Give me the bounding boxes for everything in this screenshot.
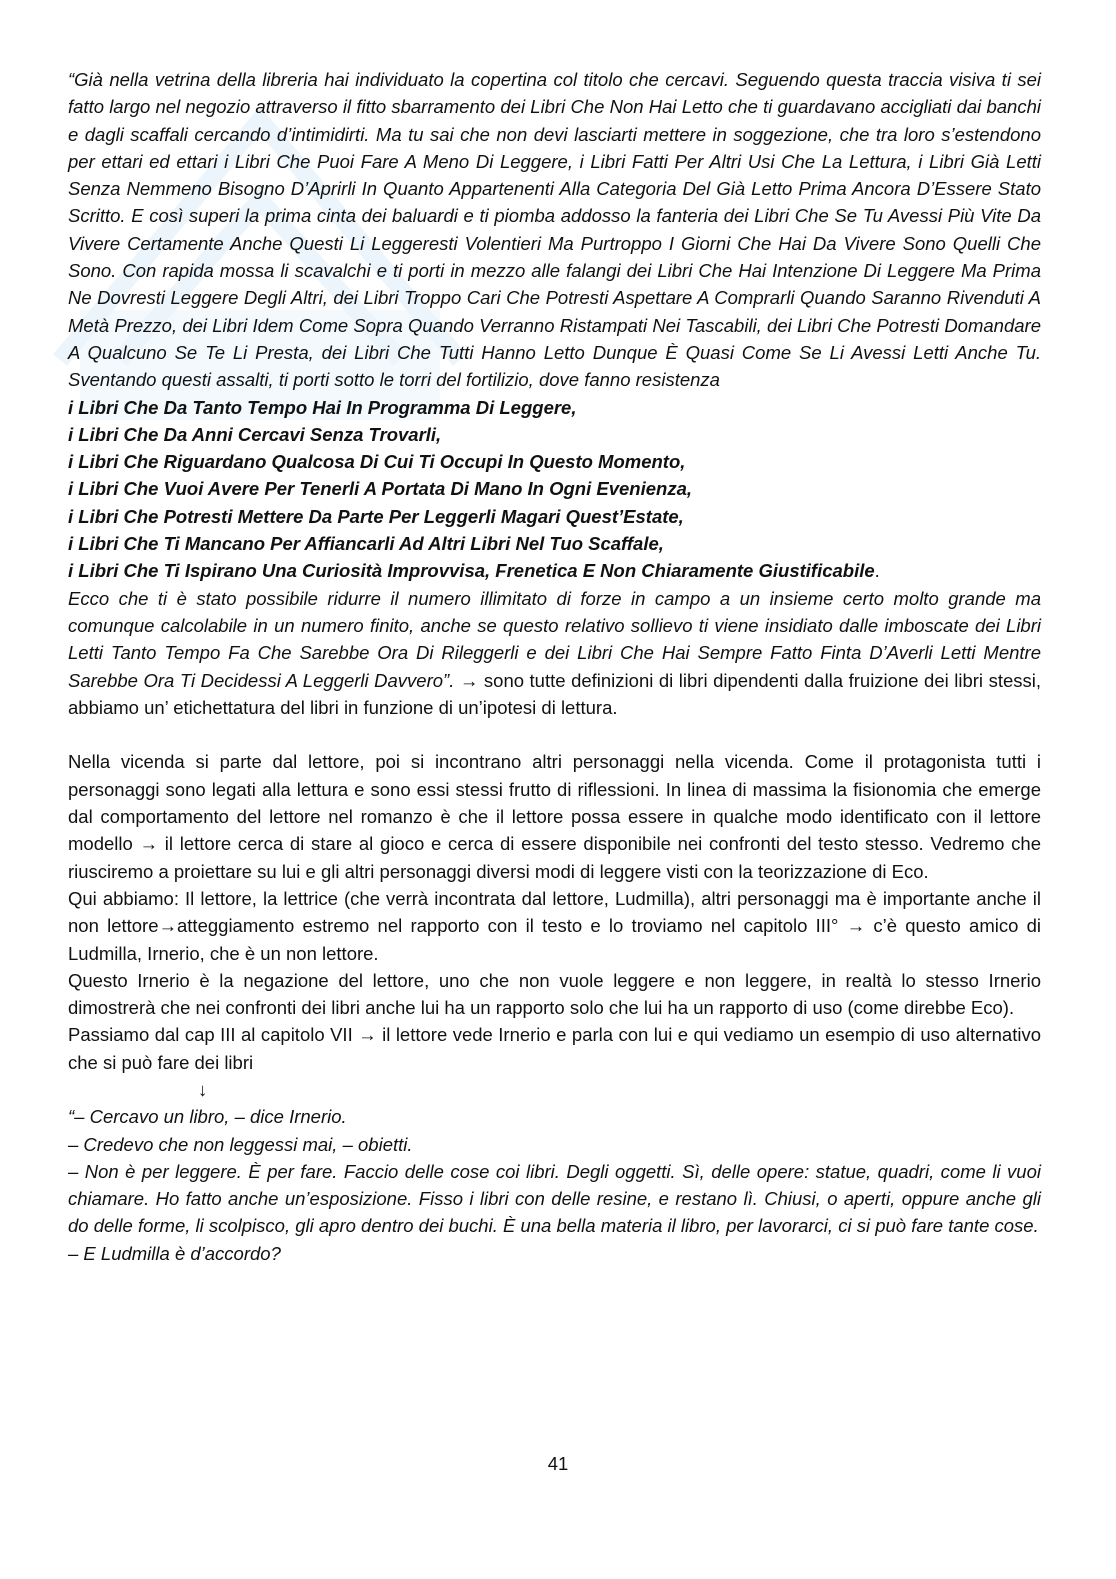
bold-line-last-tail: . [874,560,880,582]
quote-paragraph [68,66,1041,394]
quote-continuation: Ecco che ti è stato possibile ridurre il numero illimitato di forze in campo a un insieme certo molto grande ma comunque calcolabile in un numero finito, anche se questo relativo sollievo ti viene insidiato dalle imboscate dei Libri Letti Tanto Tempo Fa Che Sarebbe Ora Di Rileggerli e dei Libri Che Hai Sempre Fatto Finta D’Averli Letti Mentre Sarebbe Ora Ti Decidessi A Leggerli Davvero”. [68,587,1041,691]
page-number: 41 [547,1453,569,1474]
body-paragraph-3: Questo Irnerio è la negazione del lettore, uno che non vuole leggere e non leggere, in realtà lo stesso Irnerio dimostrerà che nei confronti dei libri anche lui ha un rapporto solo che lui ha un rapporto di uso (come direbbe Eco). [68,969,1041,1019]
quote-intro: “Già nella vetrina della libreria hai individuato la copertina col titolo che cercavi. Seguendo questa traccia visiva ti sei fatto largo nel negozio attraverso il fitto sbarramento dei Libri Che Non Hai Letto che ti guardavano accigliati dai banchi e dagli scaffali cercando d’intimidirti. Ma tu sai che non devi lasciarti mettere in soggezione, che tra loro s’estendono per ettari ed ettari i Libri Che Puoi Fare A Meno Di Leggere, i Libri Fatti Per Altri Usi Che La Lettura, i Libri Già Letti Senza Nemmeno Bisogno D’Aprirli In Quanto Appartenenti Alla Categoria Del Già Letto Prima Ancora D’Essere Stato Scritto. E così superi la prima cinta dei baluardi e ti piomba addosso la fanteria dei Libri Che Se Tu Avessi Più Vite Da Vivere Certamente Anche Questi Li Leggeresti Volentieri Ma Purtroppo I Giorni Che Hai Da Vivere Sono Quelli Che Sono. Con rapida mossa li scavalchi e ti porti in mezzo alle falangi dei Libri Che Hai Intenzione Di Leggere Ma Prima Ne Dovresti Leggere Degli Altri, dei Libri Troppo Cari Che Potresti Aspettare A Comprarli Quando Saranno Rivenduti A Metà Prezzo, dei Libri Idem Come Sopra Quando Verranno Ristampati Nei Tascabili, dei Libri Che Potresti Domandare A Qualcuno Se Te Li Presta, dei Libri Che Tutti Hanno Letto Dunque È Quasi Come Se Li Avessi Letti Anche Tu. Sventando questi assalti, ti porti sotto le torri del fortilizio, dove fanno resistenza [68,69,1041,391]
dialogue-line: – Non è per leggere. È per fare. Faccio delle cose coi libri. Degli oggetti. Sì, delle opere: statue, quadri, come li vuoi chiamare. Ho fatto anche un’esposizione. Fisso i libri con delle resine, e restano lì. Chiusi, o aperti, oppure anche gli do delle forme, li scolpisco, gli apro dentro dei buchi. È una bella materia il libro, per lavorarci, ci si può fare tante cose. [68,1160,1041,1237]
body-paragraph-1: Nella vicenda si parte dal lettore, poi si incontrano altri personaggi nella vicenda. Come il protagonista tutti i personaggi sono legati alla lettura e sono essi stessi frutto di riflessioni. In linea di massima la fisionomia che emerge dal comportamento del lettore nel romanzo è che il lettore possa essere in qualche modo identificato con il lettore modello → il lettore cerca di stare al gioco e cerca di essere disponibile nei confronti del testo stesso. Vedremo che riusciremo a proiettare su lui e gli altri personaggi diversi modi di leggere visti con la teorizzazione di Eco. [68,751,1041,882]
quote-continuation-paragraph [68,585,1041,721]
paragraph-gap [68,721,1041,748]
bold-line-last-text: i Libri Che Ti Ispirano Una Curiosità Improvvisa, Frenetica E Non Chiaramente Giustificabile [68,560,875,582]
bold-line: i Libri Che Vuoi Avere Per Tenerli A Portata Di Mano In Ogni Evenienza, [68,478,692,500]
bold-line: i Libri Che Potresti Mettere Da Parte Per Leggerli Magari Quest’Estate, [68,505,684,527]
bold-list [68,394,1041,585]
dialogue-line: “– Cercavo un libro, – dice Irnerio. [68,1106,347,1128]
bold-line: i Libri Che Da Anni Cercavi Senza Trovarli, [68,423,442,445]
bold-line: i Libri Che Riguardano Qualcosa Di Cui Ti Occupi In Questo Momento, [68,451,686,473]
body-paragraph-4: Passiamo dal cap III al capitolo VII → il lettore vede Irnerio e parla con lui e qui vediamo un esempio di uso alternativo che si può fare dei libri [68,1024,1041,1073]
bold-line: i Libri Che Ti Mancano Per Affiancarli Ad Altri Libri Nel Tuo Scaffale, [68,533,664,555]
body-paragraph-2: Qui abbiamo: Il lettore, la lettrice (che verrà incontrata dal lettore, Ludmilla), altri personaggi ma è importante anche il non lettore→atteggiamento estremo nel rapporto con il testo e lo troviamo nel capitolo III° → c’è questo amico di Ludmilla, Irnerio, che è un non lettore. [68,887,1041,964]
bold-line-last [68,560,880,581]
dialogue [68,1103,1041,1267]
dialogue-line: – E Ludmilla è d’accordo? [68,1242,281,1264]
bold-line: i Libri Che Da Tanto Tempo Hai In Programma Di Leggere, [68,396,577,418]
dialogue-line: – Credevo che non leggessi mai, – obietti. [68,1133,413,1155]
document-body [68,66,1041,1267]
down-arrow-icon: ↓ [198,1078,208,1100]
quote-comment: → sono tutte definizioni di libri dipendenti dalla fruizione dei libri stessi, abbiamo un’ etichettatura del libri in funzione di un’ipotesi di lettura. [68,669,1041,718]
